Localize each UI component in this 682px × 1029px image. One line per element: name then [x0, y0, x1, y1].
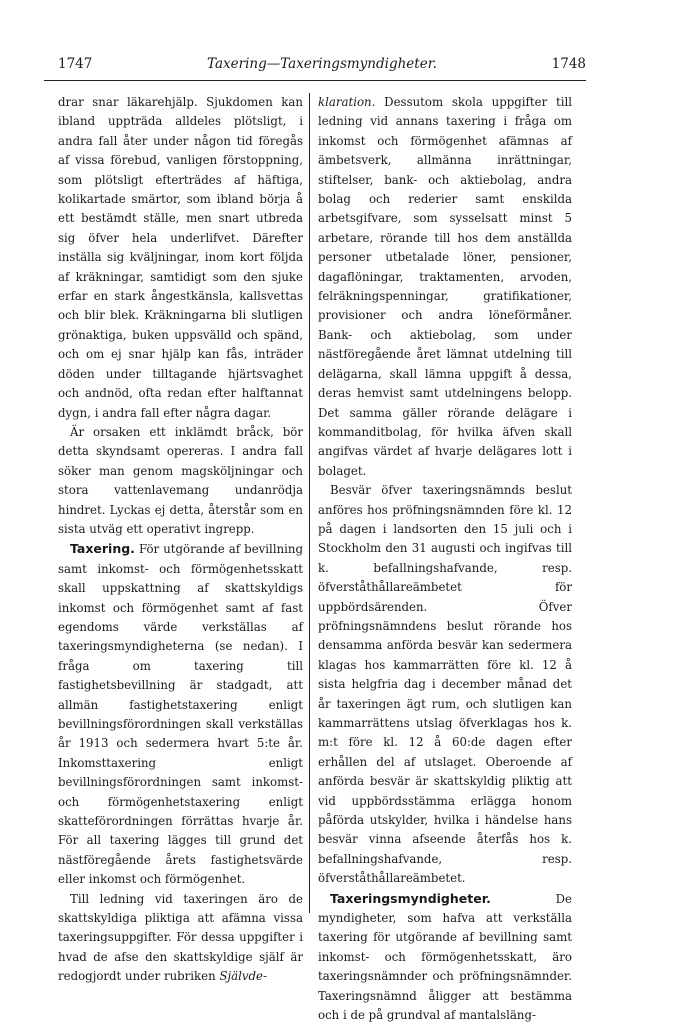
paragraph-text: Dessutom skola uppgifter till ledning vid annans taxering i fråga om inkomst och förmögenhet afämnas af ämbetsverk, allmänna inrättningar, stiftelser, bank- och aktiebolag, andra bolag och rederier samt enskilda arbetsgifvare, som sysselsatt minst 5 arbetare, rörande till hos dem anställda personer utbetalade löner, pensioner, dagaflöningar, traktamenten, arvoden, felräkningspenningar, gratifikationer, provisioner och andra löneförmåner. Bank- och aktiebolag, som under nästföregående året lämnat utdelning till delägarna, skall lämna uppgift å dessa, deras hemvist samt utdelningens belopp. Det samma gäller rörande delägare i kommanditbolag, för hvilka äfven skall angifvas värdet af hvarje delägares lott i bolaget.: [318, 95, 572, 478]
column-divider: [309, 93, 310, 913]
paragraph: [58, 890, 303, 987]
right-column: [318, 93, 572, 1026]
paragraph: [318, 481, 572, 889]
paragraph-text: Till ledning vid taxeringen äro de skattskyldiga pliktiga att afämna vissa taxeringsuppgifter. För dessa uppgifter i hvad de afse den skattskyldige själf är redogjordt under rubriken: [58, 891, 303, 984]
cross-reference: Självde-: [219, 969, 267, 984]
paragraph-text: För utgörande af bevillning samt inkomst- och förmögenhetsskatt skall uppskattning af skattskyldigs inkomst och förmögenhet samt af fast egendoms värde verkställas af taxeringsmyndigheterna (se nedan). I fråga om taxering till fastighetsbevillning är stadgadt, att allmän fastighetstaxering enligt bevillningsförordningen skall verkställas år 1913 och sedermera hvart 5:te år. Inkomsttaxering enligt bevillningsförordningen samt inkomst- och förmögenhetstaxering enligt skatteförordningen förrättas hvarje år. För all taxering lägges till grund det nästföregående årets fastighetsvärde eller inkomst och förmögenhet.: [58, 542, 303, 887]
running-header: [58, 56, 586, 74]
paragraph-text: De myndigheter, som hafva att verkställa taxering för utgörande af bevillning samt inkomst- och förmögenhetsskatt, äro taxeringsnämnder och pröfningsnämnder. Taxeringsnämnd åligger att bestämma och i de på grundval af mantalsläng-: [318, 891, 572, 1023]
paragraph: [318, 93, 572, 481]
entry-taxeringsmyndigheter: [318, 889, 572, 1026]
page-number-right: 1748: [551, 56, 586, 72]
header-rule: [44, 80, 586, 81]
page-number-left: 1747: [58, 56, 93, 72]
paragraph: [58, 423, 303, 539]
entry-taxering: [58, 539, 303, 889]
cross-reference: klaration.: [318, 95, 376, 109]
entry-headword: Taxering.: [70, 541, 135, 557]
running-title: Taxering—Taxeringsmyndigheter.: [207, 56, 437, 72]
left-column: [58, 93, 303, 987]
entry-headword: Taxeringsmyndigheter.: [330, 890, 491, 906]
paragraph-text: Besvär öfver taxeringsnämnds beslut anföres hos pröfningsnämnden före kl. 12 på dagen i landsorten den 15 juli och i Stockholm den 31 augusti och ingifvas till k. befallningshafvande, resp. öfverståthållareämbetet för uppbördsärenden. Öfver pröfningsnämndens beslut rörande hos densamma anförda besvär kan sedermera klagas hos kammarrätten före kl. 12 å sista helgfria dag i december månad det år taxeringen ägt rum, och slutligen kan kammarrättens utslag öfverklagas hos k. m:t före kl. 12 å 60:de dagen efter erhållen del af utslaget. Oberoende af anförda besvär är skattskyldig pliktig att vid uppbördsstämma erlägga honom påförda utskylder, hvilka i händelse hans besvär vinna afseende återfås hos k. befallningshafvande, resp. öfverståthållareämbetet.: [318, 483, 572, 886]
paragraph-text: drar snar läkarehjälp. Sjukdomen kan ibland uppträda alldeles plötsligt, i andra fall åter under någon tid föregås af vissa förebud, vanligen förstoppning, som plötsligt efterträdes af häftiga, kolikartade smärtor, som ibland börja å ett bestämdt ställe, men snart utbreda sig öfver hela underlifvet. Därefter inställa sig kväljningar, inom kort följda af kräkningar, samtidigt som den sjuke erfar en stark ångestkänsla, kallsvettas och blir blek. Kräkningarna bli slutligen grönaktiga, buken uppsvälld och spänd, och om ej snar hjälp kan fås, inträder döden under tilltagande hjärtsvaghet och andnöd, ofta redan efter halftannat dygn, i andra fall efter några dagar.: [58, 95, 303, 420]
paragraph: [58, 93, 303, 423]
paragraph-text: Är orsaken ett inklämdt bråck, bör detta skyndsamt opereras. I andra fall söker man genom magsköljningar och stora vattenlavemang undanrödja hindret. Lyckas ej detta, återstår som en sista utväg ett operativt ingrepp.: [58, 424, 303, 536]
